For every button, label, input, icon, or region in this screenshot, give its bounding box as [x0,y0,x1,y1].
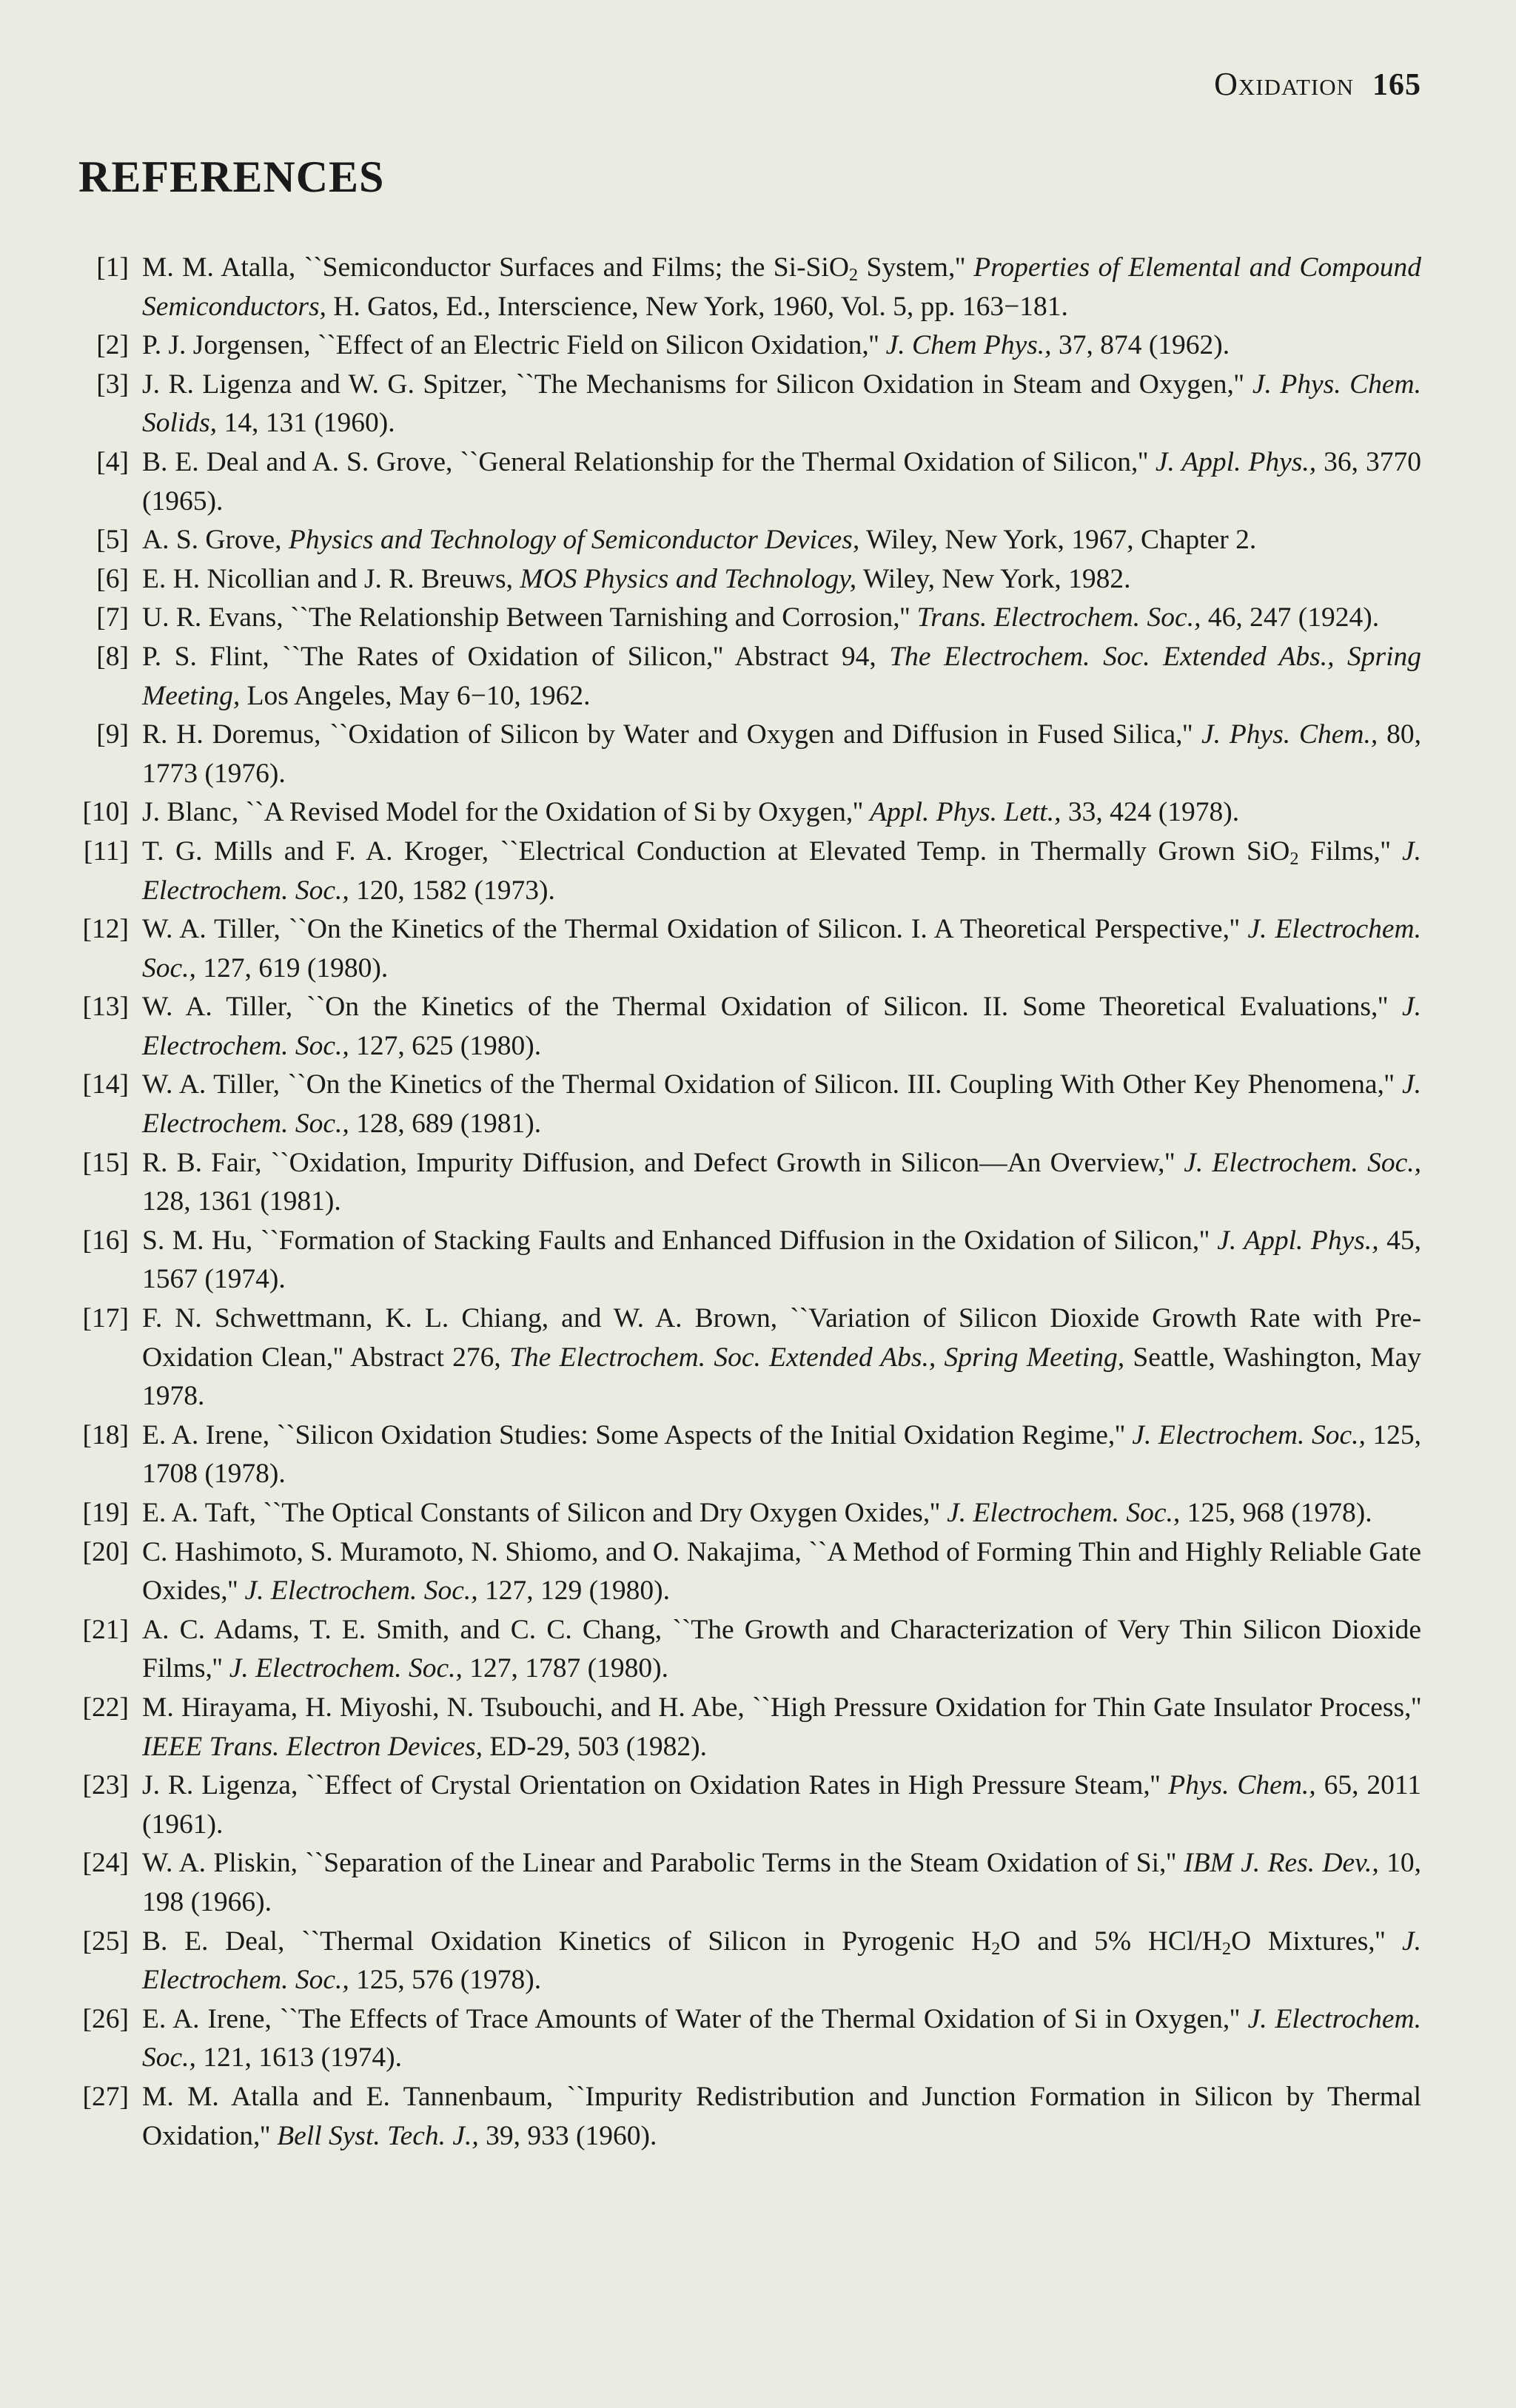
reference-number: [14] [82,1069,129,1100]
reference-item [68,910,1421,988]
reference-number: [5] [96,525,129,556]
reference-source: J. Electrochem. Soc., [142,835,1421,906]
reference-segment: System,'' [858,252,974,283]
reference-text [142,1069,1421,1139]
running-head [1214,65,1421,103]
reference-text [142,1225,1421,1295]
reference-number: [16] [82,1225,129,1256]
subscript: 2 [991,1938,1001,1959]
reference-segment: S. M. Hu, ``Formation of Stacking Faults and Enhanced Diffusion in the Oxidation of Silicon,'' [142,1225,1218,1256]
reference-source: Physics and Technology of Semiconductor Devices, [288,525,860,556]
reference-segment: 127, 625 (1980). [349,1030,542,1061]
reference-segment: 125, 968 (1978). [1180,1498,1372,1528]
reference-source: J. Electrochem. Soc., [947,1498,1181,1528]
reference-item [68,326,1421,366]
reference-item [68,1144,1421,1222]
reference-text [142,1848,1421,1917]
reference-segment: 65, 2011 (1961). [142,1770,1421,1840]
reference-source: J. Phys. Chem. Solids, [142,369,1422,439]
reference-text [142,369,1421,439]
reference-text [142,1692,1421,1762]
reference-segment: J. R. Ligenza and W. G. Spitzer, ``The Mechanisms for Silicon Oxidation in Steam and Oxygen,'' [142,369,1252,400]
reference-segment: Wiley, New York, 1967, Chapter 2. [859,525,1257,556]
reference-text [142,992,1421,1061]
reference-source: J. Appl. Phys., [1217,1225,1379,1256]
reference-number: [20] [82,1536,129,1567]
reference-source: J. Electrochem. Soc., [1132,1419,1366,1450]
reference-segment: A. S. Grove, [142,525,289,556]
reference-number: [4] [96,446,129,477]
reference-segment: W. A. Tiller, ``On the Kinetics of the Thermal Oxidation of Silicon. I. A Theoretical Perspective,'' [142,914,1248,945]
reference-number: [6] [96,563,129,594]
subscript: 2 [1289,849,1299,869]
reference-segment: P. S. Flint, ``The Rates of Oxidation of Silicon,'' Abstract 94, [142,641,890,672]
reference-segment: 120, 1582 (1973). [349,875,555,906]
reference-segment: 128, 1361 (1981). [142,1186,341,1217]
section-heading: REFERENCES [78,152,385,201]
reference-segment: 37, 874 (1962). [1051,330,1230,361]
reference-text [142,1498,1372,1528]
reference-text [142,602,1379,633]
reference-item [68,2000,1421,2078]
reference-item [68,1494,1421,1533]
reference-number: [7] [96,602,129,633]
reference-segment: M. M. Atalla, ``Semiconductor Surfaces and Films; the Si-SiO [142,252,849,283]
reference-list [68,249,1421,2156]
reference-text [142,1537,1421,1607]
reference-text [142,447,1421,517]
reference-item [68,599,1421,638]
reference-source: IBM J. Res. Dev., [1184,1848,1379,1879]
subscript: 2 [848,265,859,286]
reference-text [142,330,1230,360]
reference-segment: 10, 198 (1966). [142,1848,1421,1917]
reference-source: Appl. Phys. Lett., [870,797,1061,828]
reference-number: [25] [82,1926,129,1957]
reference-source: Properties of Elemental and Compound Semiconductors, [142,252,1421,322]
reference-segment: B. E. Deal, ``Thermal Oxidation Kinetics of Silicon in Pyrogenic H [142,1926,992,1957]
reference-item [68,249,1421,326]
reference-item [68,1222,1421,1299]
reference-segment: E. H. Nicollian and J. R. Breuws, [142,563,520,594]
reference-item [68,1299,1421,1416]
reference-segment: 33, 424 (1978). [1061,797,1240,828]
reference-item [68,793,1421,833]
reference-number: [8] [96,641,129,672]
reference-segment: ED-29, 503 (1982). [482,1731,708,1762]
reference-segment: 127, 619 (1980). [195,952,389,983]
reference-segment: J. Blanc, ``A Revised Model for the Oxidation of Si by Oxygen,'' [142,797,871,828]
reference-segment: 39, 933 (1960). [478,2120,657,2151]
reference-item [68,1611,1421,1689]
reference-source: The Electrochem. Soc. Extended Abs., Spring Meeting, [142,641,1422,711]
reference-number: [2] [96,330,129,361]
reference-segment: Seattle, Washington, May 1978. [142,1342,1421,1412]
reference-segment: M. M. Atalla and E. Tannenbaum, ``Impurity Redistribution and Junction Formation in Silicon by Thermal Oxidation,'' [142,2081,1421,2151]
reference-segment: 125, 576 (1978). [349,1965,542,1996]
reference-source: The Electrochem. Soc. Extended Abs., Spring Meeting, [509,1342,1125,1373]
reference-source: J. Chem Phys., [885,330,1052,361]
reference-source: Bell Syst. Tech. J., [277,2120,479,2151]
reference-number: [9] [96,719,129,750]
reference-number: [18] [82,1419,129,1450]
reference-segment: T. G. Mills and F. A. Kroger, ``Electrical Conduction at Elevated Temp. in Thermally Grown SiO [142,835,1290,867]
reference-source: MOS Physics and Technology, [520,563,857,594]
reference-number: [23] [82,1770,129,1801]
reference-segment: C. Hashimoto, S. Muramoto, N. Shiomo, and O. Nakajima, ``A Method of Forming Thin and Highly Reliable Gate Oxides,'' [142,1536,1421,1607]
reference-text [142,525,1256,555]
reference-item [68,988,1421,1066]
reference-segment: F. N. Schwettmann, K. L. Chiang, and W. A. Brown, ``Variation of Silicon Dioxide Growth Rate with Pre-Oxidation Clean,'' Abstract 276, [142,1303,1421,1373]
reference-text [142,1148,1421,1217]
reference-segment: 127, 1787 (1980). [462,1653,668,1684]
reference-source: IEEE Trans. Electron Devices, [142,1731,483,1762]
reference-text [142,252,1421,322]
reference-segment: M. Hirayama, H. Miyoshi, N. Tsubouchi, and H. Abe, ``High Pressure Oxidation for Thin Gate Insulator Process,'' [142,1692,1421,1723]
reference-segment: B. E. Deal and A. S. Grove, ``General Relationship for the Thermal Oxidation of Silicon,'' [142,446,1156,477]
reference-segment: 121, 1613 (1974). [195,2042,403,2074]
reference-item [68,1689,1421,1766]
reference-number: [12] [82,914,129,945]
reference-text [142,914,1421,983]
reference-segment: W. A. Tiller, ``On the Kinetics of the Thermal Oxidation of Silicon. III. Coupling With Other Key Phenomena,'' [142,1069,1402,1100]
reference-segment: 80, 1773 (1976). [142,719,1421,789]
reference-source: Phys. Chem., [1168,1770,1316,1801]
reference-number: [21] [82,1614,129,1645]
reference-segment: E. A. Irene, ``Silicon Oxidation Studies: Some Aspects of the Initial Oxidation Regime,'' [142,1419,1133,1450]
reference-number: [11] [83,835,129,867]
reference-number: [1] [96,252,129,283]
reference-text [142,1926,1421,1996]
reference-segment: E. A. Taft, ``The Optical Constants of Silicon and Dry Oxygen Oxides,'' [142,1498,948,1528]
reference-segment: Wiley, New York, 1982. [856,563,1131,594]
reference-segment: U. R. Evans, ``The Relationship Between Tarnishing and Corrosion,'' [142,602,917,633]
reference-text [142,1303,1421,1411]
reference-number: [26] [82,2003,129,2034]
reference-number: [13] [82,992,129,1023]
reference-source: J. Electrochem. Soc., [244,1575,478,1607]
reference-segment: E. A. Irene, ``The Effects of Trace Amounts of Water of the Thermal Oxidation of Si in Oxygen,'' [142,2003,1248,2034]
reference-source: J. Electrochem. Soc., [142,2003,1422,2074]
page-number: 165 [1372,68,1421,102]
reference-item [68,443,1421,521]
reference-text [142,797,1239,827]
reference-source: J. Electrochem. Soc., [229,1653,463,1684]
reference-segment: 46, 247 (1924). [1201,602,1380,633]
reference-source: J. Electrochem. Soc., [142,1926,1421,1996]
reference-text [142,2082,1421,2151]
reference-source: Trans. Electrochem. Soc., [916,602,1201,633]
reference-text [142,564,1131,594]
reference-source: J. Electrochem. Soc., [142,992,1421,1061]
reference-segment: 14, 131 (1960). [217,408,395,439]
reference-segment: 36, 3770 (1965). [142,446,1422,517]
reference-text [142,1770,1421,1840]
reference-item [68,1533,1421,1611]
reference-text [142,719,1421,789]
reference-number: [22] [82,1692,129,1723]
reference-number: [27] [82,2081,129,2112]
reference-item [68,2078,1421,2156]
reference-segment: W. A. Tiller, ``On the Kinetics of the Thermal Oxidation of Silicon. II. Some Theoretical Evaluations,'' [142,992,1402,1023]
reference-segment: O Mixtures,'' [1231,1926,1402,1957]
reference-segment: Films,'' [1298,835,1402,867]
reference-item [68,521,1421,560]
reference-segment: H. Gatos, Ed., Interscience, New York, 1960, Vol. 5, pp. 163−181. [326,291,1068,322]
reference-segment: W. A. Pliskin, ``Separation of the Linear and Parabolic Terms in the Steam Oxidation of Si,'' [142,1848,1184,1879]
reference-text [142,642,1421,711]
reference-number: [10] [82,797,129,828]
reference-number: [3] [96,369,129,400]
reference-source: J. Electrochem. Soc., [142,1069,1421,1140]
reference-item [68,366,1421,443]
reference-text [142,2004,1421,2074]
reference-segment: R. H. Doremus, ``Oxidation of Silicon by Water and Oxygen and Diffusion in Fused Silica,'' [142,719,1201,750]
reference-segment: 127, 129 (1980). [477,1575,671,1607]
reference-number: [15] [82,1147,129,1178]
reference-segment: Los Angeles, May 6−10, 1962. [240,680,591,711]
reference-text [142,836,1421,906]
reference-number: [24] [82,1848,129,1879]
reference-source: J. Appl. Phys., [1155,446,1317,477]
reference-segment: 128, 689 (1981). [349,1109,542,1140]
subscript: 2 [1221,1938,1232,1959]
reference-segment: J. R. Ligenza, ``Effect of Crystal Orientation on Oxidation Rates in High Pressure Steam,'' [142,1770,1169,1801]
reference-text [142,1420,1421,1490]
reference-segment: 45, 1567 (1974). [142,1225,1422,1295]
reference-number: [17] [82,1303,129,1334]
reference-item [68,1923,1421,2000]
reference-segment: A. C. Adams, T. E. Smith, and C. C. Chang, ``The Growth and Characterization of Very Thin Silicon Dioxide Films,'' [142,1614,1421,1684]
reference-segment: P. J. Jorgensen, ``Effect of an Electric Field on Silicon Oxidation,'' [142,330,886,361]
reference-item [68,833,1421,910]
reference-item [68,716,1421,793]
reference-segment: 125, 1708 (1978). [142,1419,1422,1490]
reference-item [68,1844,1421,1922]
reference-segment: R. B. Fair, ``Oxidation, Impurity Diffusion, and Defect Growth in Silicon—An Overview,'' [142,1147,1184,1178]
reference-item [68,638,1421,716]
reference-source: J. Electrochem. Soc., [142,914,1421,983]
reference-item [68,560,1421,599]
reference-item [68,1066,1421,1143]
reference-item [68,1766,1421,1844]
reference-source: J. Electrochem. Soc., [1184,1147,1421,1178]
reference-number: [19] [82,1498,129,1528]
reference-item [68,1416,1421,1494]
reference-source: J. Phys. Chem., [1201,719,1378,750]
running-head-title: Oxidation [1214,66,1354,102]
reference-segment: O and 5% HCl/H [1000,1926,1222,1957]
reference-text [142,1615,1421,1684]
